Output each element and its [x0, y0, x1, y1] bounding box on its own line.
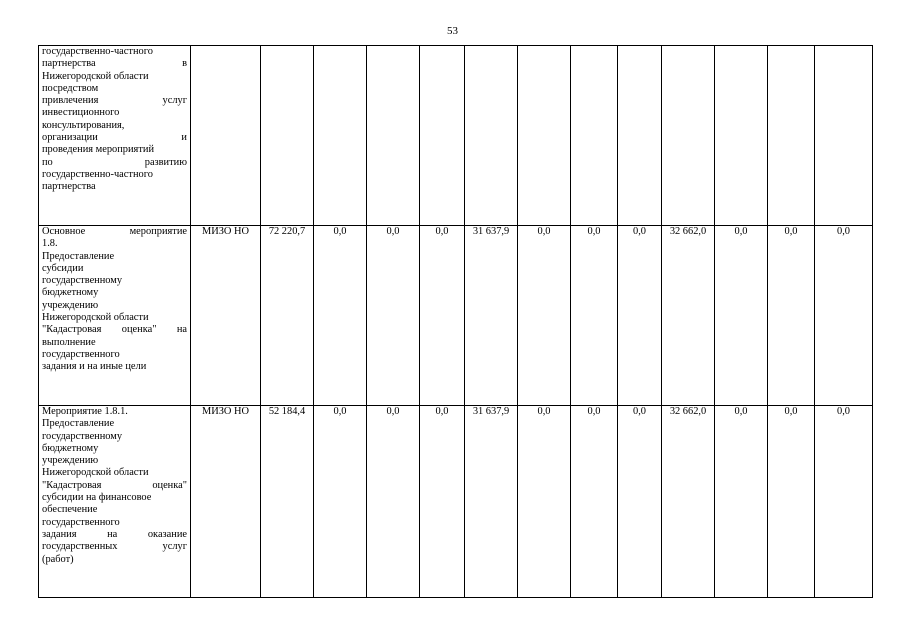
- amount-cell: [815, 46, 873, 226]
- description-line: Предоставление: [42, 250, 115, 262]
- amount-cell: [715, 46, 768, 226]
- description-line: посредством: [42, 82, 99, 94]
- description-line: привлечения услуг: [42, 95, 187, 107]
- amount-cell: 0,0: [815, 406, 873, 598]
- description-line: бюджетному: [42, 442, 99, 454]
- amount-cell: 0,0: [571, 226, 618, 406]
- description-line: Нижегородской области: [42, 467, 149, 479]
- description-line: партнерства в: [42, 58, 187, 70]
- description-line: учреждению: [42, 455, 99, 467]
- amount-cell: 52 184,4: [261, 406, 314, 598]
- description-line: задания на оказание: [42, 528, 187, 540]
- measure-description-cell: [39, 226, 191, 406]
- amount-cell: 0,0: [518, 226, 571, 406]
- table-row: [39, 406, 873, 598]
- description-line: Основное мероприятие: [42, 226, 187, 237]
- description-line: по развитию: [42, 156, 187, 168]
- page-number: 53: [447, 25, 458, 37]
- amount-cell: 32 662,0: [662, 226, 715, 406]
- amount-cell: 0,0: [518, 406, 571, 598]
- amount-cell: 31 637,9: [465, 226, 518, 406]
- amount-cell: 0,0: [768, 226, 815, 406]
- description-line: государственных услуг: [42, 541, 187, 553]
- amount-cell: [367, 46, 420, 226]
- amount-cell: 0,0: [815, 226, 873, 406]
- measure-description-cell: [39, 406, 191, 598]
- description-line: выполнение: [42, 336, 96, 348]
- description-line: бюджетному: [42, 287, 99, 299]
- description-line: (работ): [42, 553, 74, 565]
- table-row: [39, 46, 873, 226]
- description-line: государственного: [42, 516, 120, 528]
- description-line: Мероприятие 1.8.1.: [42, 406, 128, 417]
- measure-description-cell: [39, 46, 191, 226]
- table-body: [39, 46, 873, 598]
- description-line: обеспечение: [42, 504, 98, 516]
- description-line: учреждению: [42, 299, 99, 311]
- amount-cell: [420, 46, 465, 226]
- description-line: инвестиционного: [42, 107, 120, 119]
- executor-cell: МИЗО НО: [191, 226, 261, 406]
- description-line: государственного: [42, 348, 120, 360]
- description-line: субсидии: [42, 262, 84, 274]
- amount-cell: 0,0: [367, 226, 420, 406]
- budget-table: [38, 45, 873, 598]
- description-line: проведения мероприятий: [42, 144, 155, 156]
- amount-cell: 0,0: [618, 226, 662, 406]
- description-line: государственно-частного: [42, 168, 153, 180]
- description-line: Нижегородской области: [42, 70, 149, 82]
- description-line: "Кадастровая оценка" на: [42, 324, 187, 336]
- amount-cell: 0,0: [314, 226, 367, 406]
- executor-cell: [191, 46, 261, 226]
- description-line: государственному: [42, 430, 123, 442]
- amount-cell: 31 637,9: [465, 406, 518, 598]
- amount-cell: [261, 46, 314, 226]
- amount-cell: [768, 46, 815, 226]
- description-line: государственно-частного: [42, 46, 153, 57]
- amount-cell: 0,0: [314, 406, 367, 598]
- amount-cell: [662, 46, 715, 226]
- amount-cell: [314, 46, 367, 226]
- description-line: Нижегородской области: [42, 312, 149, 324]
- amount-cell: [571, 46, 618, 226]
- amount-cell: 0,0: [367, 406, 420, 598]
- amount-cell: 0,0: [420, 226, 465, 406]
- description-line: организации и: [42, 132, 187, 144]
- amount-cell: [518, 46, 571, 226]
- table-row: [39, 226, 873, 406]
- description-line: задания и на иные цели: [42, 361, 147, 373]
- description-line: консультирования,: [42, 119, 125, 131]
- amount-cell: [465, 46, 518, 226]
- description-line: 1.8.: [42, 238, 58, 250]
- description-line: субсидии на финансовое: [42, 492, 152, 504]
- amount-cell: 0,0: [768, 406, 815, 598]
- amount-cell: 0,0: [715, 226, 768, 406]
- amount-cell: 0,0: [571, 406, 618, 598]
- amount-cell: 0,0: [618, 406, 662, 598]
- amount-cell: 32 662,0: [662, 406, 715, 598]
- amount-cell: 72 220,7: [261, 226, 314, 406]
- executor-cell: МИЗО НО: [191, 406, 261, 598]
- description-line: Предоставление: [42, 418, 115, 430]
- description-line: государственному: [42, 275, 123, 287]
- amount-cell: 0,0: [715, 406, 768, 598]
- description-line: "Кадастровая оценка": [42, 479, 187, 491]
- description-line: партнерства: [42, 181, 96, 193]
- amount-cell: 0,0: [420, 406, 465, 598]
- amount-cell: [618, 46, 662, 226]
